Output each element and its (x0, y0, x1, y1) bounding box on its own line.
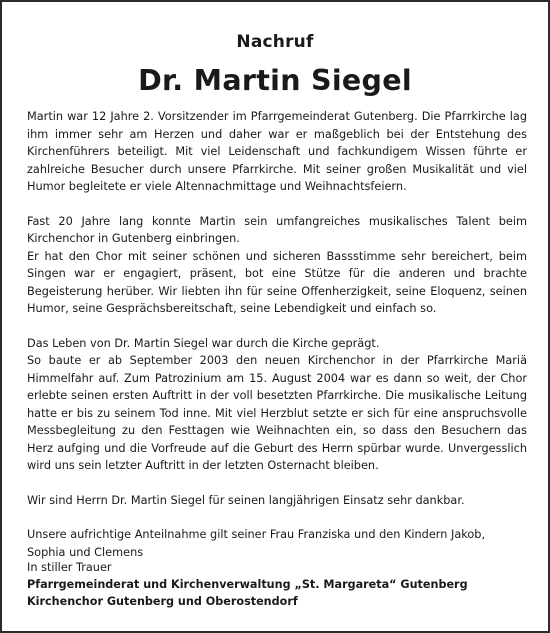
notice-body (27, 108, 527, 561)
paragraph-life-church: Das Leben von Dr. Martin Siegel war durch die Kirche geprägt. (27, 336, 380, 350)
signature-line-choir: Kirchenchor Gutenberg und Oberostendorf (27, 595, 298, 608)
paragraph-condolences: Unsere aufrichtige Anteilnahme gilt seiner Frau Franziska und den Kindern Jakob, Sophia und Clemens (27, 528, 486, 559)
paragraph-thanks: Wir sind Herrn Dr. Martin Siegel für seinen langjährigen Einsatz sehr dankbar. (27, 493, 465, 507)
signature-intro: In stiller Trauer (27, 561, 112, 574)
paragraph-choir-tribute: Er hat den Chor mit seiner schönen und sicheren Bassstimme sehr bereichert, beim Singen war er engagiert, präsent, bot eine Stütze für die anderen und brachte Begeisterung herüber. Wir liebten ihn für seine Offenherzigkeit, seine Eloquenz, seinen Humor, seine Gesprächsbereitschaft, seine Lebendigkeit und einfach so. (27, 249, 527, 315)
paragraph-new-choir: So baute er ab September 2003 den neuen Kirchenchor in der Pfarrkirche Mariä Himmelfahr auf. Zum Patrozinium am 15. August 2004 war es dann so weit, der Chor erlebte seinen ersten Auftritt in der voll besetzten Pfarrkirche. Die musikalische Leitung hatte er bis zu seinem Tod inne. Mit viel Herzblut setzte er sich für eine anspruchsvolle Messbegleitung zu den Festtagen wie Weihnachten ein, so dass den Besuchern das Herz aufging und die Vorfreude auf die Geburt des Herrn spürbar wurde. Unvergesslich wird uns sein letzter Auftritt in der letzten Osternacht bleiben. (27, 354, 527, 472)
deceased-name: Dr. Martin Siegel (138, 64, 412, 97)
notice-heading: Nachruf (236, 32, 314, 52)
signature-block (27, 559, 527, 610)
signature-line-council: Pfarrgemeinderat und Kirchenverwaltung „St. Margareta“ Gutenberg (27, 578, 468, 591)
paragraph-church-council: Martin war 12 Jahre 2. Vorsitzender im Pfarrgemeinderat Gutenberg. Die Pfarrkirche lag ihm immer sehr am Herzen und daher war er maßgeblich bei der Entstehung des Kirchenführers beteiligt. Mit viel Leidenschaft und fachkundigem Wissen führte er zahlreiche Besucher durch unsere Pfarrkirche. Mit seiner großen Musikalität und viel Humor begleitete er viele Altennachmittage und Weihnachtsfeiern. (27, 110, 527, 193)
paragraph-choir-years: Fast 20 Jahre lang konnte Martin sein umfangreiches musikalisches Talent beim Kirchenchor in Gutenberg einbringen. (27, 214, 527, 245)
